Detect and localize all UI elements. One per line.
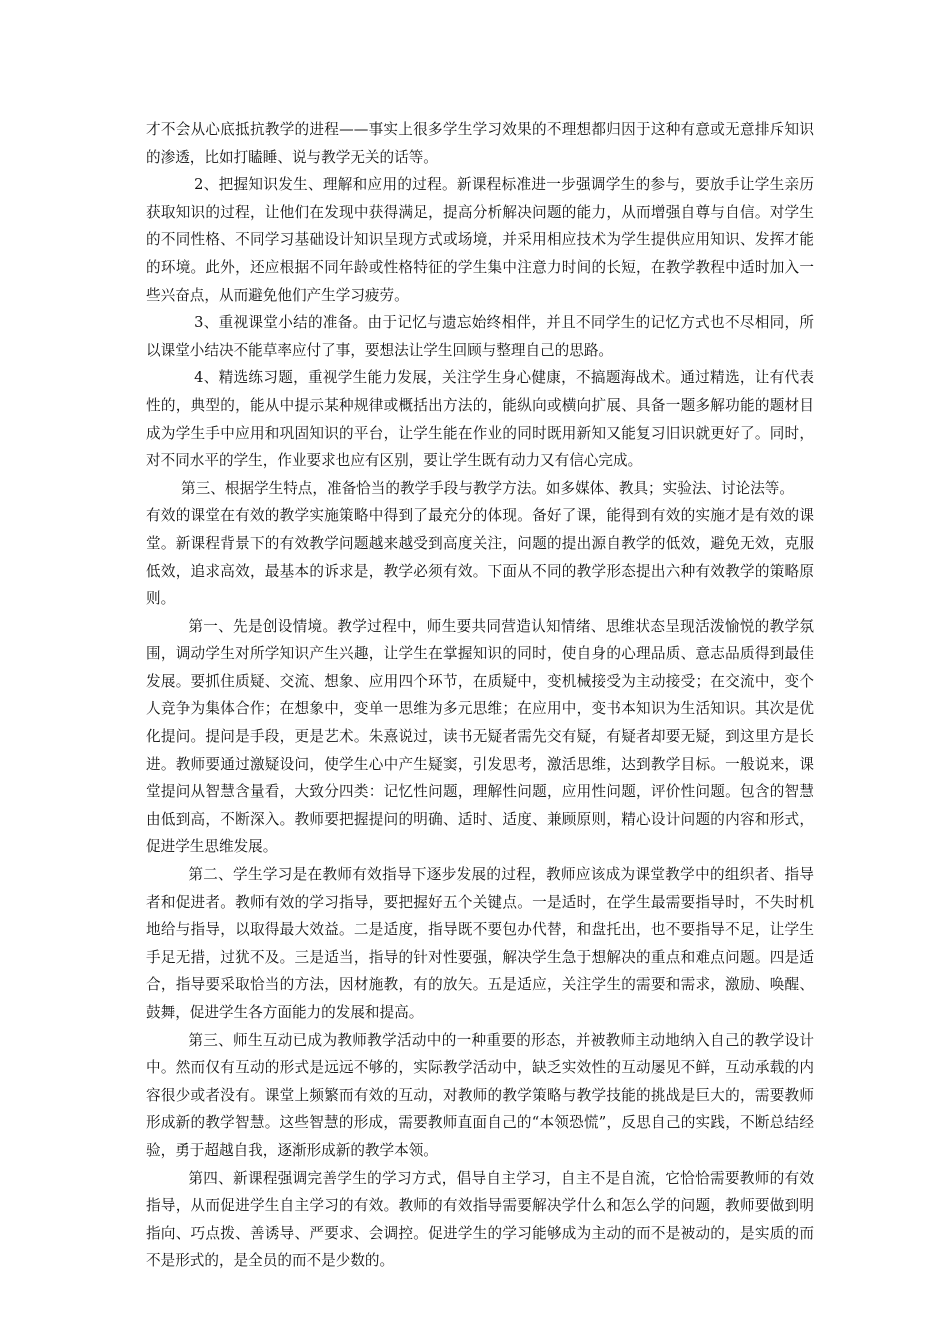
paragraph-point-4: 4、精选练习题，重视学生能力发展，关注学生身心健康，不搞题海战术。通过精选，让有代表性的，典型的，能从中提示某种规律或概括出方法的，能纵向或横向扩展、具备一题多解功能的题材目成为学生手中应用和巩固知识的平台，让学生能在作业的同时既用新知又能复习旧识就更好了。同时，对不同水平的学生，作业要求也应有区别，要让学生既有动力又有信心完成。 [146,369,814,470]
paragraph-point-3: 3、重视课堂小结的准备。由于记忆与遗忘始终相伴，并且不同学生的记忆方式也不尽相同，所以课堂小结决不能草率应付了事，要想法让学生回顾与整理自己的思路。 [146,314,814,359]
paragraph-strategy-3: 第三、师生互动已成为教师教学活动中的一种重要的形态，并被教师主动地纳入自己的教学设计中。然而仅有互动的形式是远远不够的，实际教学活动中，缺乏实效性的互动屡见不鲜，互动承载的内容很少或者没有。课堂上频繁而有效的互动，对教师的教学策略与教学技能的挑战是巨大的，需要教师形成新的教学智慧。这些智慧的形成，需要教师直面自己的“本领恐慌”，反思自己的实践，不断总结经验，勇于超越自我，逐渐形成新的教学本领。 [146,1031,814,1159]
paragraph-third-section: 第三、根据学生特点，准备恰当的教学手段与教学方法。如多媒体、教具；实验法、讨论法等。 [181,479,794,497]
paragraph-strategy-2: 第二、学生学习是在教师有效指导下逐步发展的过程，教师应该成为课堂教学中的组织者、指导者和促进者。教师有效的学习指导，要把握好五个关键点。一是适时，在学生最需要指导时，不失时机地给与指导，以取得最大效益。二是适度，指导既不要包办代替，和盘托出，也不要指导不足，让学生手足无措，过犹不及。三是适当，指导的针对性要强，解决学生急于想解决的重点和难点问题。四是适合，指导要采取恰当的方法，因材施教，有的放矢。五是适应，关注学生的需要和需求，激励、唤醒、鼓舞，促进学生各方面能力的发展和提高。 [146,866,814,1021]
paragraph-strategy-1: 第一、先是创设情境。教学过程中，师生要共同营造认知情绪、思维状态呈现活泼愉悦的教学氛围，调动学生对所学知识产生兴趣，让学生在掌握知识的同时，使自身的心理品质、意志品质得到最佳发展。要抓住质疑、交流、想象、应用四个环节，在质疑中，变机械接受为主动接受；在交流中，变个人竞争为集体合作；在想象中，变单一思维为多元思维；在应用中，变书本知识为生活知识。其次是优化提问。提问是手段，更是艺术。朱熹说过，读书无疑者需先交有疑，有疑者却要无疑，到这里方是长进。教师要通过激疑设问，使学生心中产生疑窦，引发思考，激活思维，达到教学目标。一般说来，课堂提问从智慧含量看，大致分四类：记忆性问题，理解性问题，应用性问题，评价性问题。包含的智慧由低到高，不断深入。教师要把握提问的明确、适时、适度、兼顾原则，精心设计问题的内容和形式，促进学生思维发展。 [146,617,814,856]
paragraph-continuation: 才不会从心底抵抗教学的进程——事实上很多学生学习效果的不理想都归因于这种有意或无意排斥知识的渗透，比如打瞌睡、说与教学无关的话等。 [146,121,814,166]
document-body [146,116,814,1275]
paragraph-strategy-4: 第四、新课程强调完善学生的学习方式，倡导自主学习，自主不是自流，它恰恰需要教师的有效指导，从而促进学生自主学习的有效。教师的有效指导需要解决学什么和怎么学的问题，教师要做到明指向、巧点拨、善诱导、严要求、会调控。促进学生的学习能够成为主动的而不是被动的，是实质的而不是形式的，是全员的而不是少数的。 [146,1169,814,1270]
paragraph-point-2: 2、把握知识发生、理解和应用的过程。新课程标准进一步强调学生的参与，要放手让学生亲历获取知识的过程，让他们在发现中获得满足，提高分析解决问题的能力，从而增强自尊与自信。对学生的不同性格、不同学习基础设计知识呈现方式或场境，并采用相应技术为学生提供应用知识、发挥才能的环境。此外，还应根据不同年龄或性格特征的学生集中注意力时间的长短，在教学教程中适时加入一些兴奋点，从而避免他们产生学习疲劳。 [146,176,814,304]
paragraph-effective-classroom: 有效的课堂在有效的教学实施策略中得到了最充分的体现。备好了课，能得到有效的实施才是有效的课堂。新课程背景下的有效教学问题越来越受到高度关注，问题的提出源自教学的低效，避免无效，克服低效，追求高效，最基本的诉求是，教学必须有效。下面从不同的教学形态提出六种有效教学的策略原则。 [146,507,814,608]
